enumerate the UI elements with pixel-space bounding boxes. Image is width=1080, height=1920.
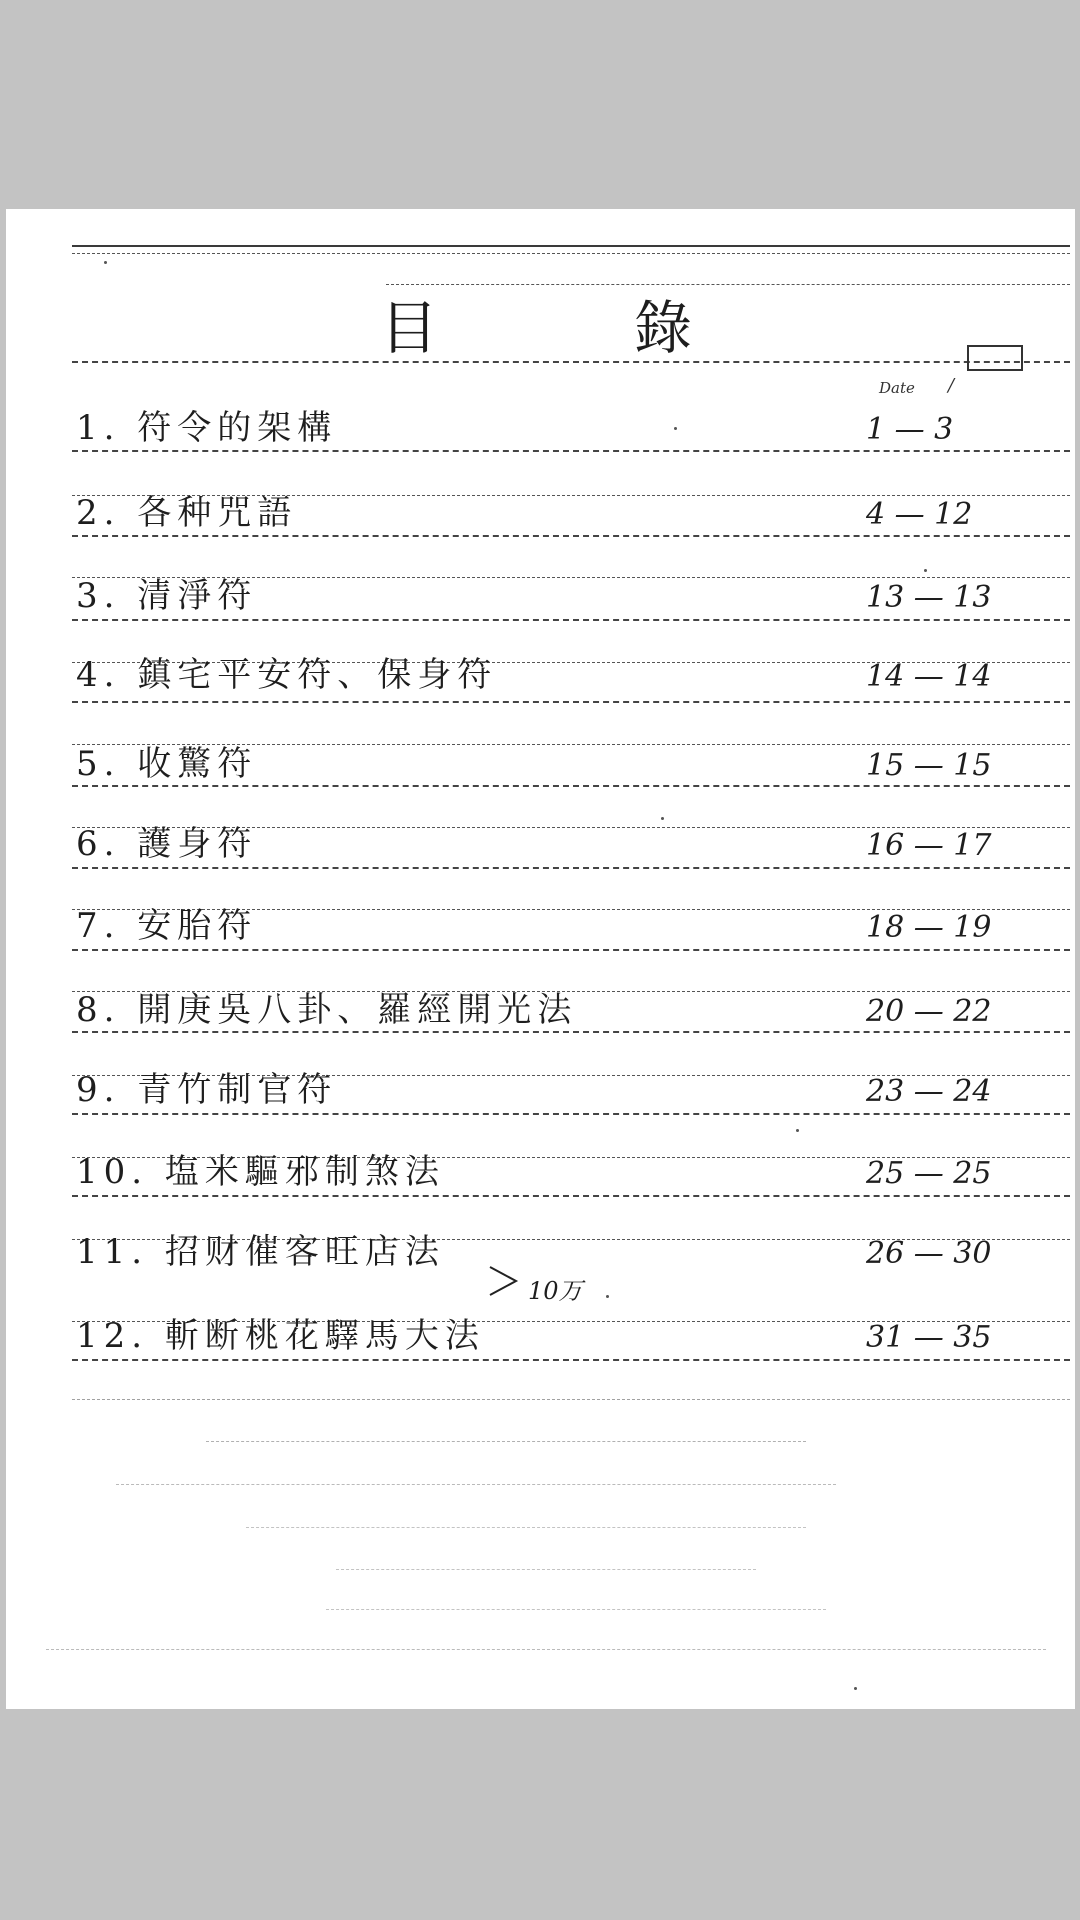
faded-rule: [206, 1441, 806, 1442]
line-rule: [72, 619, 1070, 621]
faded-rule: [116, 1484, 836, 1485]
scan-speck: [606, 1295, 609, 1298]
scan-speck: [674, 427, 677, 430]
faded-rule: [46, 1649, 1046, 1650]
toc-entry-title: 12. 斬断桃花驛馬大法: [76, 1316, 485, 1356]
line-rule: [72, 1031, 1070, 1033]
toc-entry-title: 5. 收驚符: [76, 744, 258, 784]
title-char-2: 錄: [634, 294, 693, 362]
scan-speck: [796, 1129, 799, 1132]
scan-speck: [104, 261, 107, 264]
toc-entry-2: [76, 484, 1036, 532]
toc-entry-title: 6. 護身符: [76, 824, 258, 864]
toc-entry-pages: 26 — 30: [866, 1236, 992, 1271]
toc-entry-pages: 31 — 35: [866, 1320, 992, 1355]
line-rule: [72, 1359, 1070, 1361]
toc-entry-pages: 23 — 24: [866, 1074, 992, 1109]
date-label: Date: [879, 379, 915, 397]
toc-entry-title: 8. 開庚吳八卦、羅經開光法: [76, 990, 578, 1030]
faded-rule: [246, 1527, 806, 1528]
faded-rule: [326, 1609, 826, 1610]
title-underline: [72, 361, 1070, 363]
toc-entry-pages: 25 — 25: [866, 1156, 992, 1191]
toc-entry-title: 3. 清淨符: [76, 576, 258, 616]
toc-entry-9: [76, 1061, 1036, 1109]
toc-entry-12: [76, 1307, 1036, 1355]
toc-entry-1: [76, 399, 1036, 447]
toc-entry-8: [76, 981, 1036, 1029]
toc-entry-title: 4. 鎮宅平安符、保身符: [76, 655, 498, 695]
toc-entry-title: 2. 各种咒語: [76, 493, 298, 533]
faded-rule: [72, 1399, 1070, 1400]
toc-entry-pages: 20 — 22: [866, 994, 992, 1029]
line-rule: [72, 535, 1070, 537]
toc-entry-title: 1. 符令的架構: [76, 408, 338, 448]
header-rule: [72, 253, 1070, 254]
toc-entry-title: 7. 安胎符: [76, 906, 258, 946]
date-box: [967, 345, 1023, 371]
toc-entry-title: 11. 招财催客旺店法: [76, 1232, 445, 1272]
toc-entry-title: 9. 青竹制官符: [76, 1070, 338, 1110]
line-rule: [72, 867, 1070, 869]
toc-entry-pages: 18 — 19: [866, 910, 992, 945]
line-rule: [72, 1195, 1070, 1197]
line-rule: [72, 1113, 1070, 1115]
line-rule: [72, 701, 1070, 703]
toc-entry-pages: 13 — 13: [866, 580, 992, 615]
toc-entry-5: [76, 735, 1036, 783]
toc-entry-pages: 15 — 15: [866, 748, 992, 783]
document-page: [6, 209, 1075, 1709]
line-rule: [72, 450, 1070, 452]
toc-entry-pages: 14 — 14: [866, 659, 992, 694]
line-rule: [72, 785, 1070, 787]
header-rule: [386, 284, 1070, 285]
toc-entry-pages: 16 — 17: [866, 828, 992, 863]
toc-entry-10: [76, 1143, 1036, 1191]
toc-entry-pages: 4 — 12: [866, 497, 973, 532]
bracket-arrow-icon: [486, 1261, 526, 1301]
toc-entry-title: 10. 塩米驅邪制煞法: [76, 1152, 445, 1192]
toc-entry-3: [76, 567, 1036, 615]
title-char-1: 目: [380, 294, 439, 362]
scan-speck: [661, 817, 664, 820]
toc-entry-11: [76, 1223, 1036, 1271]
scan-speck: [854, 1687, 857, 1690]
line-rule: [72, 949, 1070, 951]
date-slash: /: [948, 375, 955, 396]
header-rule: [72, 245, 1070, 247]
toc-entry-pages: 1 — 3: [866, 412, 954, 447]
toc-entry-7: [76, 897, 1036, 945]
scan-speck: [924, 569, 927, 572]
faded-rule: [336, 1569, 756, 1570]
toc-entry-6: [76, 815, 1036, 863]
margin-note: 10万: [528, 1277, 583, 1305]
toc-entry-4: [76, 646, 1036, 694]
